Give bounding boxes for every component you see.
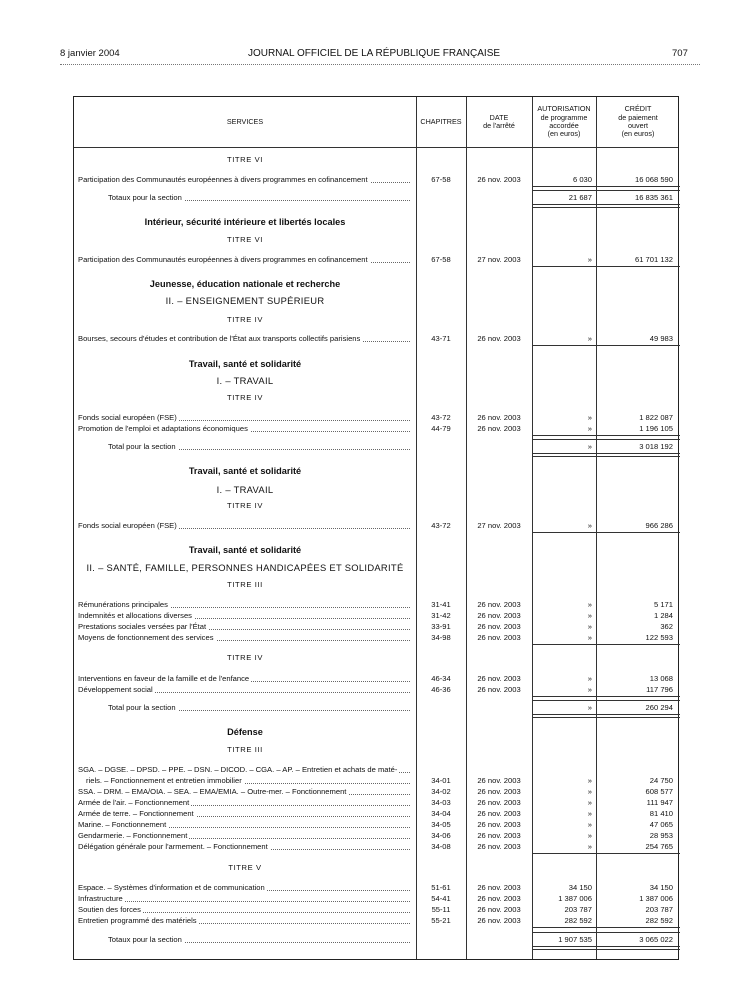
header-title: JOURNAL OFFICIEL DE LA RÉPUBLIQUE FRANÇAISE bbox=[247, 48, 501, 59]
table-row bbox=[74, 520, 680, 531]
date-cell: 26 nov. 2003 bbox=[477, 820, 521, 829]
table-row bbox=[74, 915, 680, 926]
row-label-text: Promotion de l'emploi et adaptations économiques bbox=[78, 424, 248, 433]
autorisation-cell: » bbox=[587, 842, 592, 851]
table-row bbox=[74, 174, 680, 185]
row-label-text: Totaux pour la section bbox=[108, 935, 182, 944]
credit-cell: 49 983 bbox=[649, 334, 673, 343]
row-label-text: Marine. – Fonctionnement bbox=[78, 820, 167, 829]
autorisation-cell: » bbox=[587, 809, 592, 818]
table-row bbox=[74, 841, 680, 852]
row-label bbox=[78, 819, 412, 830]
credit-cell: 203 787 bbox=[645, 905, 673, 914]
table-row bbox=[74, 830, 680, 841]
titre-heading: TITRE VI bbox=[226, 155, 264, 164]
group-rule bbox=[596, 266, 680, 267]
chapitre-cell: 34-01 bbox=[431, 776, 451, 785]
table-row bbox=[74, 797, 680, 808]
date-cell: 27 nov. 2003 bbox=[477, 521, 521, 530]
total-double-rule bbox=[596, 453, 680, 457]
row-label bbox=[78, 893, 412, 904]
credit-cell: 282 592 bbox=[645, 916, 673, 925]
row-label bbox=[78, 423, 412, 434]
group-rule bbox=[532, 186, 596, 187]
row-label-text: Espace. – Systèmes d'information et de communication bbox=[78, 883, 265, 892]
total-rule bbox=[532, 190, 596, 191]
row-label-text: Rémunérations principales bbox=[78, 600, 168, 609]
date-cell: 26 nov. 2003 bbox=[477, 175, 521, 184]
ministry-heading: Travail, santé et solidarité bbox=[188, 466, 302, 476]
autorisation-cell: 34 150 bbox=[568, 883, 592, 892]
autorisation-cell: » bbox=[587, 820, 592, 829]
row-label-text: SSA. – DRM. – EMA/OIA. – SEA. – EMA/EMIA. – Outre-mer. – Fonctionnement bbox=[78, 787, 347, 796]
row-label-text: Total pour la section bbox=[108, 442, 176, 451]
credit-cell: 24 750 bbox=[649, 776, 673, 785]
credit-cell: 608 577 bbox=[645, 787, 673, 796]
titre-heading: TITRE III bbox=[227, 580, 263, 589]
titre-heading: TITRE V bbox=[228, 863, 262, 872]
total-rule bbox=[532, 700, 596, 701]
group-rule bbox=[532, 435, 596, 436]
table-row bbox=[74, 893, 680, 904]
credit-cell: 61 701 132 bbox=[634, 255, 673, 264]
total-row bbox=[74, 934, 680, 945]
date-cell: 26 nov. 2003 bbox=[477, 894, 521, 903]
chapitre-cell: 34-02 bbox=[431, 787, 451, 796]
section-heading: I. – TRAVAIL bbox=[216, 375, 274, 386]
row-label bbox=[78, 797, 412, 808]
chapitre-cell: 34-08 bbox=[431, 842, 451, 851]
chapitre-cell: 67-58 bbox=[431, 175, 451, 184]
chapitre-cell: 43-72 bbox=[431, 413, 451, 422]
chapitre-cell: 34-05 bbox=[431, 820, 451, 829]
date-cell: 26 nov. 2003 bbox=[477, 334, 521, 343]
row-label-text: Armée de terre. – Fonctionnement bbox=[78, 809, 194, 818]
col-header-autorisation: AUTORISATION de programme accordée (en euros) bbox=[537, 104, 591, 139]
chapitre-cell: 33-91 bbox=[431, 622, 451, 631]
ministry-heading: Travail, santé et solidarité bbox=[188, 359, 302, 369]
row-label bbox=[78, 520, 412, 531]
credit-cell: 5 171 bbox=[653, 600, 673, 609]
total-row bbox=[74, 702, 680, 713]
credit-cell: 254 765 bbox=[645, 842, 673, 851]
total-double-rule bbox=[532, 453, 596, 457]
group-rule bbox=[596, 644, 680, 645]
table-row bbox=[74, 673, 680, 684]
autorisation-cell: 21 687 bbox=[568, 193, 592, 202]
row-label-text: Infrastructure bbox=[78, 894, 123, 903]
total-rule bbox=[596, 932, 680, 933]
total-rule bbox=[596, 439, 680, 440]
autorisation-cell: » bbox=[587, 442, 592, 451]
group-rule bbox=[532, 696, 596, 697]
chapitre-cell: 34-03 bbox=[431, 798, 451, 807]
row-label-text: Prestations sociales versées par l'État bbox=[78, 622, 207, 631]
credit-cell: 16 068 590 bbox=[634, 175, 673, 184]
table-row bbox=[74, 808, 680, 819]
autorisation-cell: » bbox=[587, 611, 592, 620]
titre-heading: TITRE IV bbox=[226, 315, 264, 324]
credits-table bbox=[73, 96, 679, 960]
chapitre-cell: 51-61 bbox=[431, 883, 451, 892]
chapitre-cell: 54-41 bbox=[431, 894, 451, 903]
credit-cell: 34 150 bbox=[649, 883, 673, 892]
ministry-heading: Intérieur, sécurité intérieure et libertés locales bbox=[144, 217, 346, 227]
group-rule bbox=[596, 186, 680, 187]
date-cell: 26 nov. 2003 bbox=[477, 831, 521, 840]
total-rule bbox=[596, 700, 680, 701]
autorisation-cell: » bbox=[587, 622, 592, 631]
date-cell: 26 nov. 2003 bbox=[477, 905, 521, 914]
credit-cell: 111 947 bbox=[646, 798, 673, 807]
table-row bbox=[74, 775, 680, 786]
autorisation-cell: » bbox=[587, 600, 592, 609]
date-cell: 26 nov. 2003 bbox=[477, 787, 521, 796]
header-date: 8 janvier 2004 bbox=[60, 48, 120, 59]
row-label bbox=[78, 621, 412, 632]
credit-cell: 1 284 bbox=[653, 611, 673, 620]
row-label-text: riels. – Fonctionnement et entretien immobilier bbox=[86, 776, 242, 785]
row-label-text: Soutien des forces bbox=[78, 905, 141, 914]
row-label bbox=[78, 786, 412, 797]
chapitre-cell: 43-72 bbox=[431, 521, 451, 530]
group-rule bbox=[532, 532, 596, 533]
section-heading: II. – ENSEIGNEMENT SUPÉRIEUR bbox=[165, 295, 325, 306]
date-cell: 27 nov. 2003 bbox=[477, 255, 521, 264]
autorisation-cell: » bbox=[587, 413, 592, 422]
chapitre-cell: 34-04 bbox=[431, 809, 451, 818]
row-label-text: Armée de l'air. – Fonctionnement bbox=[78, 798, 190, 807]
group-rule bbox=[596, 532, 680, 533]
chapitre-cell: 46-34 bbox=[431, 674, 451, 683]
titre-heading: TITRE IV bbox=[226, 393, 264, 402]
row-label-text: Participation des Communautés européennes à divers programmes en cofinancement bbox=[78, 175, 368, 184]
credit-cell: 117 796 bbox=[646, 685, 673, 694]
chapitre-cell: 67-58 bbox=[431, 255, 451, 264]
total-double-rule bbox=[596, 714, 680, 718]
table-row bbox=[74, 786, 680, 797]
total-row bbox=[74, 192, 680, 203]
autorisation-cell: » bbox=[587, 787, 592, 796]
row-label bbox=[78, 412, 412, 423]
titre-heading: TITRE IV bbox=[226, 653, 264, 662]
autorisation-cell: 203 787 bbox=[564, 905, 592, 914]
row-label-text: Délégation générale pour l'armement. – Fonctionnement bbox=[78, 842, 268, 851]
chapitre-cell: 31-42 bbox=[431, 611, 451, 620]
chapitre-cell: 46-36 bbox=[431, 685, 451, 694]
row-label bbox=[78, 673, 412, 684]
group-rule bbox=[596, 853, 680, 854]
chapitre-cell: 34-06 bbox=[431, 831, 451, 840]
autorisation-cell: 282 592 bbox=[564, 916, 592, 925]
page-number: 707 bbox=[672, 48, 688, 59]
row-label-text: SGA. – DGSE. – DPSD. – PPE. – DSN. – DICOD. – CGA. – AP. – Entretien et achats de maté- bbox=[78, 765, 398, 774]
group-rule bbox=[596, 345, 680, 346]
date-cell: 26 nov. 2003 bbox=[477, 809, 521, 818]
col-header-date: DATE de l'arrêté bbox=[483, 112, 515, 130]
date-cell: 26 nov. 2003 bbox=[477, 424, 521, 433]
credit-cell: 966 286 bbox=[645, 521, 673, 530]
row-label bbox=[78, 764, 412, 775]
total-double-rule bbox=[532, 946, 596, 950]
row-label-text: Développement social bbox=[78, 685, 153, 694]
autorisation-cell: 1 907 535 bbox=[558, 935, 592, 944]
date-cell: 26 nov. 2003 bbox=[477, 633, 521, 642]
autorisation-cell: » bbox=[587, 633, 592, 642]
chapitre-cell: 44-79 bbox=[431, 424, 451, 433]
row-label-text: Total pour la section bbox=[108, 703, 176, 712]
row-label bbox=[86, 775, 412, 786]
table-row bbox=[74, 423, 680, 434]
row-label bbox=[108, 702, 412, 713]
credit-cell: 1 196 105 bbox=[639, 424, 673, 433]
col-header-credit: CRÉDIT de paiement ouvert (en euros) bbox=[618, 104, 658, 139]
total-double-rule bbox=[596, 204, 680, 208]
group-rule bbox=[532, 644, 596, 645]
table-row bbox=[74, 599, 680, 610]
credit-cell: 81 410 bbox=[649, 809, 673, 818]
titre-heading: TITRE VI bbox=[226, 235, 264, 244]
total-rule bbox=[532, 439, 596, 440]
section-heading: I. – TRAVAIL bbox=[216, 484, 274, 495]
date-cell: 26 nov. 2003 bbox=[477, 600, 521, 609]
row-label-text: Participation des Communautés européennes à divers programmes en cofinancement bbox=[78, 255, 368, 264]
row-label bbox=[78, 599, 412, 610]
row-label bbox=[78, 254, 412, 265]
table-row bbox=[74, 632, 680, 643]
table-row bbox=[74, 412, 680, 423]
group-rule bbox=[532, 266, 596, 267]
header-divider bbox=[74, 147, 678, 148]
date-cell: 26 nov. 2003 bbox=[477, 611, 521, 620]
autorisation-cell: » bbox=[587, 685, 592, 694]
total-double-rule bbox=[596, 946, 680, 950]
date-cell: 26 nov. 2003 bbox=[477, 674, 521, 683]
header-rule bbox=[60, 64, 700, 65]
ministry-heading: Jeunesse, éducation nationale et recherche bbox=[149, 279, 341, 289]
row-label bbox=[78, 830, 412, 841]
row-label-text: Moyens de fonctionnement des services bbox=[78, 633, 214, 642]
group-rule bbox=[596, 435, 680, 436]
table-row bbox=[74, 684, 680, 695]
group-rule bbox=[532, 853, 596, 854]
autorisation-cell: » bbox=[587, 798, 592, 807]
col-header-chapitres: CHAPITRES bbox=[420, 116, 462, 126]
autorisation-cell: » bbox=[587, 703, 592, 712]
date-cell: 26 nov. 2003 bbox=[477, 798, 521, 807]
credit-cell: 47 065 bbox=[649, 820, 673, 829]
table-row bbox=[74, 333, 680, 344]
table-row bbox=[74, 904, 680, 915]
autorisation-cell: 1 387 006 bbox=[558, 894, 592, 903]
row-label-text: Fonds social européen (FSE) bbox=[78, 413, 177, 422]
table-row bbox=[74, 764, 680, 775]
row-label-text: Bourses, secours d'études et contribution de l'État aux transports collectifs parisiens bbox=[78, 334, 361, 343]
row-label-text: Entretien programmé des matériels bbox=[78, 916, 197, 925]
credit-cell: 122 593 bbox=[645, 633, 673, 642]
row-label-text: Interventions en faveur de la famille et de l'enfance bbox=[78, 674, 250, 683]
row-label-text: Gendarmerie. – Fonctionnement bbox=[78, 831, 188, 840]
table-row bbox=[74, 621, 680, 632]
credit-cell: 1 822 087 bbox=[639, 413, 673, 422]
credit-cell: 362 bbox=[660, 622, 673, 631]
total-double-rule bbox=[532, 714, 596, 718]
row-label bbox=[78, 684, 412, 695]
credit-cell: 3 018 192 bbox=[639, 442, 673, 451]
autorisation-cell: 6 030 bbox=[572, 175, 592, 184]
ministry-heading: Défense bbox=[227, 727, 263, 737]
section-heading: II. – SANTÉ, FAMILLE, PERSONNES HANDICAPÉES ET SOLIDARITÉ bbox=[86, 562, 404, 573]
row-label bbox=[78, 915, 412, 926]
credit-cell: 3 065 022 bbox=[639, 935, 673, 944]
autorisation-cell: » bbox=[587, 674, 592, 683]
row-label bbox=[78, 632, 412, 643]
credit-cell: 260 294 bbox=[645, 703, 673, 712]
date-cell: 26 nov. 2003 bbox=[477, 685, 521, 694]
chapitre-cell: 43-71 bbox=[431, 334, 451, 343]
row-label bbox=[78, 882, 412, 893]
chapitre-cell: 55-11 bbox=[431, 905, 451, 914]
row-label bbox=[78, 174, 412, 185]
date-cell: 26 nov. 2003 bbox=[477, 883, 521, 892]
credit-cell: 1 387 006 bbox=[639, 894, 673, 903]
table-row bbox=[74, 610, 680, 621]
row-label bbox=[108, 934, 412, 945]
row-label-text: Indemnités et allocations diverses bbox=[78, 611, 192, 620]
chapitre-cell: 31-41 bbox=[431, 600, 451, 609]
total-rule bbox=[532, 932, 596, 933]
autorisation-cell: » bbox=[587, 776, 592, 785]
row-label-text: Fonds social européen (FSE) bbox=[78, 521, 177, 530]
date-cell: 26 nov. 2003 bbox=[477, 776, 521, 785]
col-header-services: SERVICES bbox=[226, 116, 264, 126]
table-row bbox=[74, 819, 680, 830]
autorisation-cell: » bbox=[587, 334, 592, 343]
row-label-text: Totaux pour la section bbox=[108, 193, 182, 202]
table-row bbox=[74, 882, 680, 893]
row-label bbox=[78, 333, 412, 344]
autorisation-cell: » bbox=[587, 424, 592, 433]
chapitre-cell: 55-21 bbox=[431, 916, 451, 925]
credit-cell: 13 068 bbox=[649, 674, 673, 683]
row-label bbox=[108, 192, 412, 203]
autorisation-cell: » bbox=[587, 255, 592, 264]
group-rule bbox=[596, 927, 680, 928]
date-cell: 26 nov. 2003 bbox=[477, 842, 521, 851]
date-cell: 26 nov. 2003 bbox=[477, 916, 521, 925]
credit-cell: 28 953 bbox=[649, 831, 673, 840]
row-label bbox=[78, 904, 412, 915]
total-rule bbox=[596, 190, 680, 191]
chapitre-cell: 34-98 bbox=[431, 633, 451, 642]
credit-cell: 16 835 361 bbox=[634, 193, 673, 202]
group-rule bbox=[532, 927, 596, 928]
total-double-rule bbox=[532, 204, 596, 208]
row-label bbox=[78, 610, 412, 621]
titre-heading: TITRE IV bbox=[226, 501, 264, 510]
row-label bbox=[78, 808, 412, 819]
date-cell: 26 nov. 2003 bbox=[477, 622, 521, 631]
row-label bbox=[78, 841, 412, 852]
ministry-heading: Travail, santé et solidarité bbox=[188, 545, 302, 555]
row-label bbox=[108, 441, 412, 452]
table-row bbox=[74, 254, 680, 265]
total-row bbox=[74, 441, 680, 452]
group-rule bbox=[596, 696, 680, 697]
autorisation-cell: » bbox=[587, 521, 592, 530]
date-cell: 26 nov. 2003 bbox=[477, 413, 521, 422]
autorisation-cell: » bbox=[587, 831, 592, 840]
group-rule bbox=[532, 345, 596, 346]
titre-heading: TITRE III bbox=[227, 745, 263, 754]
